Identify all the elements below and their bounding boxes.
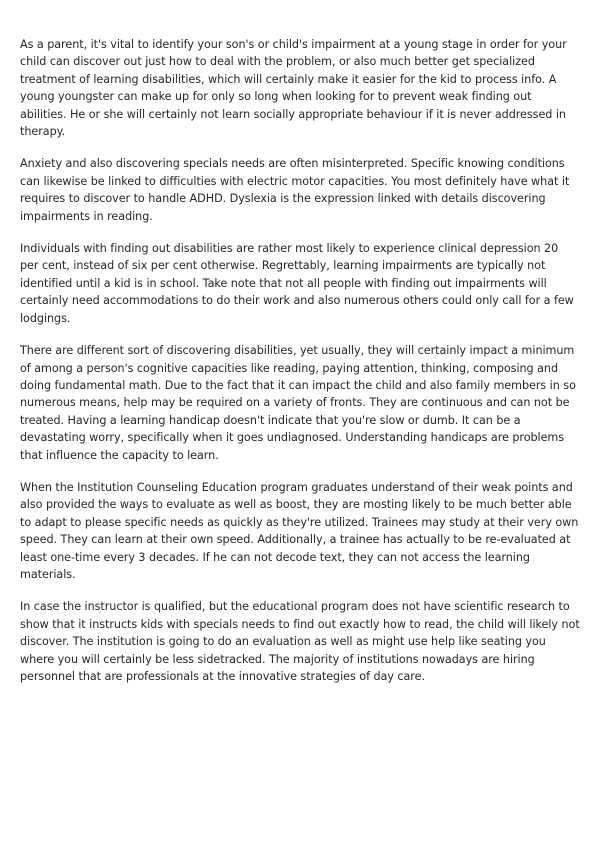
paragraph: In case the instructor is qualified, but the educational program does not have scientific research to show that it instructs kids with specials needs to find out exactly how to read, the child will likely not discover. The institution is going to do an evaluation as well as might use help like seating you where you will certainly be less sidetracked. The majority of institutions nowadays are hiring personnel that are professionals at the innovative strategies of day care. (20, 600, 580, 683)
paragraph: Individuals with finding out disabilities are rather most likely to experience clinical depression 20 per cent, instead of six per cent otherwise. Regrettably, learning impairments are typically not identified until a kid is in school. Take note that not all people with finding out impairments will certainly need accommodations to do their work and also numerous others could only call for a few lodgings. (20, 242, 574, 325)
document-body (20, 36, 580, 700)
paragraph: Anxiety and also discovering specials needs are often misinterpreted. Specific knowing conditions can likewise be linked to difficulties with electric motor capacities. You most definitely have what it requires to discover to handle ADHD. Dyslexia is the expression linked with details discovering impairments in reading. (20, 157, 570, 223)
paragraph: When the Institution Counseling Education program graduates understand of their weak points and also provided the ways to evaluate as well as boost, they are mosting likely to be much better able to adapt to please specific needs as quickly as they're utilized. Trainees may study at their very own speed. They can learn at their own speed. Additionally, a trainee has actually to be re-evaluated at least one-time every 3 decades. If he can not decode text, they can not access the learning materials. (20, 480, 579, 581)
paragraph: There are different sort of discovering disabilities, yet usually, they will certainly impact a minimum of among a person's cognitive capacities like reading, paying attention, thinking, composing and doing fundamental math. Due to the fact that it can impact the child and also family members in so numerous means, help may be required on a variety of fronts. They are continuous and can not be treated. Having a learning handicap doesn't indicate that you're slow or dumb. It can be a devastating worry, specifically when it goes undiagnosed. Understanding handicaps are problems that influence the capacity to learn. (20, 344, 576, 462)
paragraph: As a parent, it's vital to identify your son's or child's impairment at a young stage in order for your child can discover out just how to deal with the problem, or also much better get specialized treatment of learning disabilities, which will certainly make it easier for the kid to process info. A young youngster can make up for only so long when looking for to prevent weak finding out abilities. He or she will certainly not learn socially appropriate behaviour if it is never addressed in therapy. (20, 38, 567, 139)
